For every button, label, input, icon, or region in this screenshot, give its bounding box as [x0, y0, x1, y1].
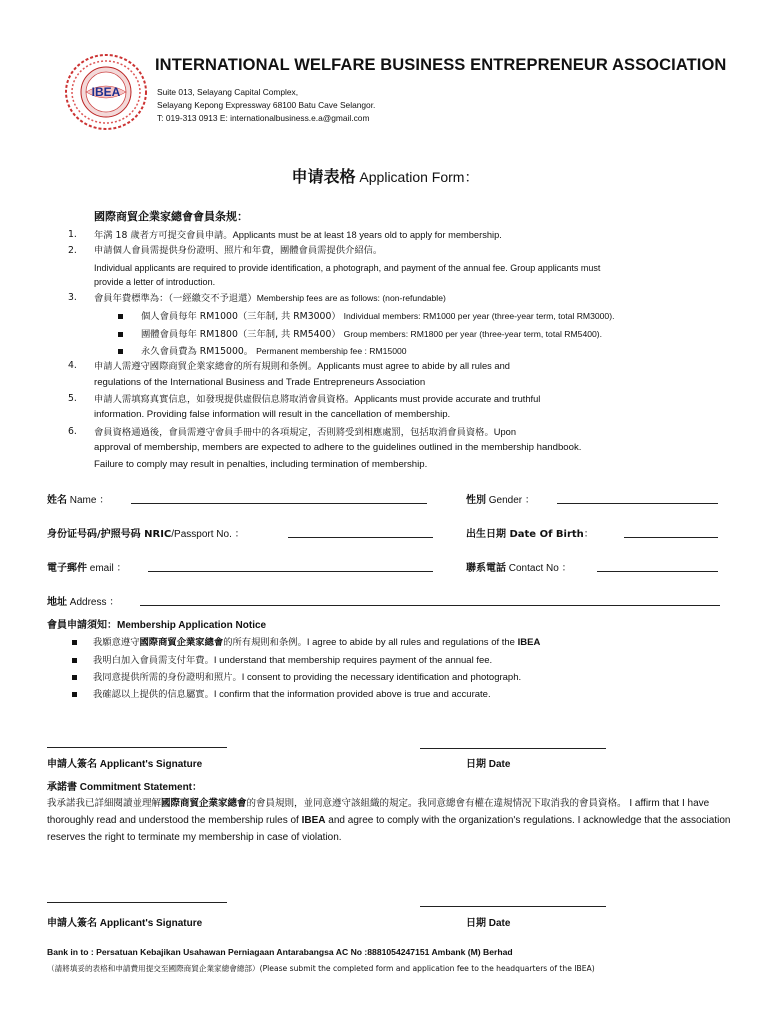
label-zh: 聯系電話 — [466, 563, 506, 574]
label-en: Name ： — [67, 495, 110, 506]
rule-zh: 會員資格通過後，會員需遵守會員手冊中的各項規定，否則將受到相應處罰，包括取消會員資格。 — [94, 427, 494, 438]
bullet-icon — [118, 349, 123, 354]
rule-2 — [68, 243, 383, 260]
rule-2-en-line-2: provide a letter of introduction. — [94, 277, 216, 287]
label-en: Address ： — [67, 597, 120, 608]
address-line-2: Selayang Kepong Expressway 68100 Batu Cave Selangor. — [157, 100, 376, 110]
commitment-en-post: and agree to comply with the organization's regulations. I acknowledge that the association reserves the right to terminate my membership in case of violation. — [47, 815, 731, 843]
rule-5 — [68, 391, 541, 409]
rule-6 — [68, 424, 517, 442]
notice-en: I consent to providing the necessary identification and photograph. — [241, 672, 522, 683]
name-field[interactable] — [131, 503, 427, 504]
applicant-signature-label — [47, 755, 202, 770]
date-label — [466, 755, 510, 770]
commitment-zh-bold: 國際商貿企業家總會 — [161, 798, 247, 809]
submit-note: （請將填妥的表格和申請費用提交至國際商貿企業家總會總部）(Please submit the completed form and application fee to the headquarters of the IBEA) — [47, 964, 595, 973]
rule-number: 6. — [68, 426, 77, 437]
rule-zh: 年满 18 歲者方可提交會員申請。 — [94, 230, 233, 241]
label-en: Applicant's Signature — [97, 918, 203, 929]
notice-en-bold: IBEA — [517, 637, 541, 648]
label-en: Date — [486, 918, 511, 929]
label-zh: 日期 — [466, 759, 486, 770]
notice-zh: 我確認以上提供的信息屬實。 — [93, 689, 214, 700]
rule-en: Membership fees are as follows: (non-refundable) — [256, 293, 446, 303]
dob-field[interactable] — [624, 537, 718, 538]
notice-zh-post: 的所有規則和条例。 — [223, 637, 307, 648]
notice-zh: 我明白加入會員需支付年費。 — [93, 655, 214, 666]
rule-number: 2. — [68, 245, 77, 256]
applicant-signature-field-2[interactable] — [47, 902, 227, 903]
date-label-2 — [466, 914, 510, 929]
rules-heading: 國際商貿企業家總會會員条规： — [94, 210, 248, 223]
notice-item — [72, 669, 521, 683]
label-en: /Passport No. ： — [171, 529, 245, 540]
rule-2-en-line-1: Individual applicants are required to provide identification, a photograph, and payment of the annual fee. Group applicants must — [94, 263, 601, 273]
notice-title — [47, 616, 266, 631]
notice-en: I understand that membership requires payment of the annual fee. — [213, 655, 493, 666]
rule-4-line-2: regulations of the International Business and Trade Entrepreneurs Association — [94, 377, 426, 388]
bullet-icon — [72, 675, 77, 680]
rule-en: Applicants must agree to abide by all rules and — [317, 361, 510, 371]
label-zh: 電子郵件 — [47, 563, 87, 574]
nric-label — [47, 525, 245, 540]
form-title-zh: 申请表格 — [291, 167, 356, 186]
bullet-icon — [72, 658, 77, 663]
rule-number: 1. — [68, 229, 77, 240]
commitment-title-zh: 承諾書 — [47, 782, 77, 793]
commitment-zh: 我承諾我已詳細閱讀並理解 — [47, 798, 162, 809]
nric-field[interactable] — [288, 537, 433, 538]
rule-zh: 申請人需遵守國際商貿企業家總會的所有規則和条例。 — [94, 361, 318, 372]
label-en: ： — [583, 529, 594, 540]
commitment-title-en: Commitment Statement： — [77, 782, 203, 793]
rule-number: 4. — [68, 360, 77, 371]
label-zh: 身份证号码/护照号码 NRIC — [47, 529, 172, 540]
date-field[interactable] — [420, 748, 606, 749]
form-title-en: Application Form： — [355, 169, 479, 185]
commitment-en: I affirm that I have thoroughly read and understood the membership rules of — [47, 798, 710, 826]
rule-number: 5. — [68, 393, 77, 404]
email-label — [47, 559, 126, 574]
notice-en: I confirm that the information provided above is true and accurate. — [213, 689, 491, 700]
rule-en: Applicants must provide accurate and truthful — [354, 394, 541, 404]
rule-3 — [68, 290, 446, 308]
fee-zh: 團體會員每年 RM1800（三年制, 共 RM5400） — [141, 329, 341, 340]
rule-zh: 會員年費標準為：（一經繳交不予退還） — [94, 293, 257, 304]
contact-line: T: 019-313 0913 E: internationalbusiness.e.a@gmail.com — [157, 113, 370, 123]
notice-item — [72, 634, 540, 648]
label-zh: 申請人簽名 — [47, 918, 97, 929]
label-zh: 地址 — [47, 597, 67, 608]
rule-zh: 申請人需填寫真實信息，如發現提供虛假信息將取消會員資格。 — [94, 394, 355, 405]
contact-label — [466, 559, 572, 574]
notice-zh: 我同意提供所需的身份證明和照片。 — [93, 672, 242, 683]
bullet-icon — [72, 692, 77, 697]
form-title — [0, 164, 770, 187]
fee-zh: 永久會員費為 RM15000。 — [141, 346, 254, 357]
applicant-signature-label-2 — [47, 914, 202, 929]
fee-en: Permanent membership fee : RM15000 — [256, 346, 407, 356]
rule-en: Upon — [493, 427, 517, 437]
fee-item-permanent — [118, 343, 407, 357]
label-zh: 姓名 — [47, 495, 67, 506]
notice-en: I agree to abide by all rules and regulations of the — [306, 637, 518, 648]
notice-title-en: Membership Application Notice — [117, 620, 267, 631]
rule-6-line-3: Failure to comply may result in penalties, including termination of membership. — [94, 459, 428, 470]
label-en: Contact No ： — [506, 563, 572, 574]
notice-item — [72, 652, 492, 666]
commitment-zh-line-2: 取消我的會員資格。 — [541, 798, 627, 809]
applicant-signature-field[interactable] — [47, 747, 227, 748]
bullet-icon — [72, 640, 77, 645]
bank-details: Bank in to : Persatuan Kebajikan Usahawan Perniagaan Antarabangsa AC No :8881054247151 Ambank (M) Berhad — [47, 947, 513, 957]
date-field-2[interactable] — [420, 906, 606, 907]
label-en: Gender ： — [486, 495, 535, 506]
notice-zh-bold: 國際商貿企業家總會 — [139, 637, 224, 648]
fee-zh: 個人會員每年 RM1000（三年制, 共 RM3000） — [141, 311, 341, 322]
gender-field[interactable] — [557, 503, 718, 504]
rule-5-line-2: information. Providing false information will result in the cancellation of membership. — [94, 409, 451, 420]
label-zh: 申請人簽名 — [47, 759, 97, 770]
ibea-logo — [62, 52, 150, 132]
label-zh: 日期 — [466, 918, 486, 929]
address-field[interactable] — [140, 605, 720, 606]
label-en: Date — [486, 759, 511, 770]
fee-en: Individual members: RM1000 per year (three-year term, total RM3000). — [343, 311, 615, 321]
contact-field[interactable] — [597, 571, 718, 572]
dob-label — [466, 525, 594, 540]
rule-number: 3. — [68, 292, 77, 303]
label-en: Applicant's Signature — [97, 759, 203, 770]
notice-item — [72, 686, 491, 700]
gender-label — [466, 491, 535, 506]
notice-title-zh: 會員申請須知： — [47, 620, 117, 631]
fee-en: Group members: RM1800 per year (three-year term, total RM5400). — [343, 329, 603, 339]
logo-text: IBEA — [91, 85, 121, 99]
commitment-zh-post: 的會員規則，並同意遵守該組織的規定。我同意總會有權在違規情況下 — [246, 798, 542, 809]
rule-4 — [68, 358, 510, 376]
notice-zh: 我願意遵守 — [93, 637, 140, 648]
commitment-en-bold: IBEA — [301, 815, 326, 826]
rule-1 — [68, 227, 502, 245]
bullet-icon — [118, 332, 123, 337]
rule-en: Applicants must be at least 18 years old to apply for membership. — [232, 230, 502, 240]
commitment-text — [47, 795, 737, 846]
fee-item-group — [118, 326, 602, 340]
email-field[interactable] — [148, 571, 433, 572]
address-line-1: Suite 013, Selayang Capital Complex, — [157, 87, 299, 97]
fee-item-individual — [118, 308, 614, 322]
rule-zh: 申請個人會員需提供身份證明、照片和年費，團體會員需提供介紹信。 — [94, 245, 383, 256]
organization-name: INTERNATIONAL WELFARE BUSINESS ENTREPRENEUR ASSOCIATION — [155, 56, 727, 74]
bullet-icon — [118, 314, 123, 319]
name-label — [47, 491, 109, 506]
label-en: email ： — [87, 563, 127, 574]
label-zh: 出生日期 Date Of Birth — [466, 529, 584, 540]
label-zh: 性別 — [466, 495, 486, 506]
address-label — [47, 593, 119, 608]
rule-6-line-2: approval of membership, members are expected to adhere to the guidelines outlined in the membership handbook. — [94, 442, 582, 453]
commitment-title — [47, 778, 202, 793]
